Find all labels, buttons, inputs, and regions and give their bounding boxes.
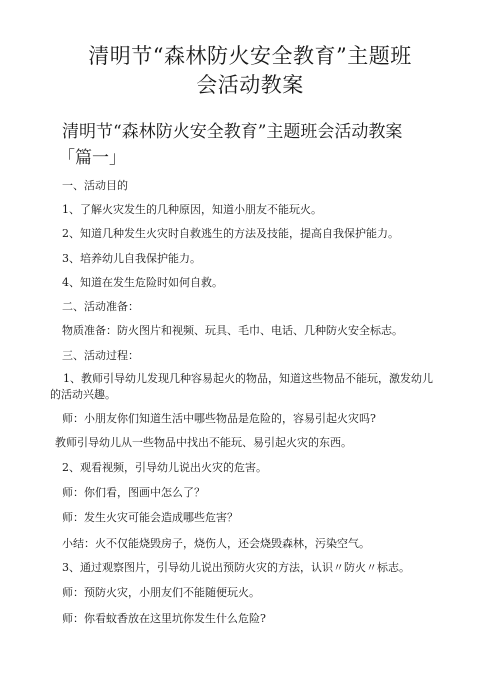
teacher-question-1: 师：小朋友你们知道生活中哪些物品是危险的，容易引起火灾吗? (62, 412, 376, 425)
process-step-1: 1、教师引导幼儿发现几种容易起火的物品，知道这些物品不能玩，激发幼儿 的活动兴趣。 (50, 372, 433, 401)
summary-1: 小结：火不仅能烧毁房子，烧伤人，还会烧毁森林，污染空气。 (62, 537, 370, 550)
goal-item-4: 4、知道在发生危险时如何自救。 (62, 276, 223, 289)
heading-activity-goal: 一、活动目的 (62, 179, 128, 192)
heading-activity-preparation: 二、活动准备： (62, 300, 139, 313)
document-title (40, 42, 460, 100)
teacher-statement-1: 师：预防火灾，小朋友们不能随便玩火。 (62, 586, 260, 599)
teacher-question-3: 师：发生火灾可能会造成哪些危害？ (62, 511, 238, 524)
section-heading-line-2: 「篇一」 (58, 148, 126, 168)
title-line-2: 会活动教案 (196, 73, 304, 97)
goal-item-3: 3、培养幼儿自我保护能力。 (62, 252, 201, 265)
process-step-2: 2、观看视频，引导幼儿说出火灾的危害。 (62, 461, 267, 474)
goal-item-2: 2、知道几种发生火灾时自救逃生的方法及技能，提高自我保护能力。 (62, 227, 399, 240)
teacher-question-4: 师：你看蚊香放在这里坑你发生什么危险? (62, 612, 266, 625)
section-heading (58, 119, 482, 171)
heading-activity-process: 三、活动过程： (62, 349, 139, 362)
goal-item-1: 1、了解火灾发生的几种原因，知道小朋友不能玩火。 (62, 203, 322, 216)
material-preparation: 物质准备：防火图片和视频、玩具、毛巾、电话、几种防火安全标志。 (62, 324, 403, 337)
section-heading-line-1: 清明节“森林防火安全教育”主题班会活动教案 (62, 122, 403, 142)
teacher-question-2: 师：你们看，图画中怎么了？ (62, 486, 205, 499)
teacher-guidance-1: 教师引导幼儿从一些物品中找出不能玩、易引起火灾的东西。 (55, 436, 352, 449)
process-step-3: 3、通过观察图片，引导幼儿说出预防火灾的方法，认识〃防火〃标志。 (62, 561, 410, 574)
title-line-1: 清明节“森林防火安全教育”主题班 (88, 44, 412, 68)
